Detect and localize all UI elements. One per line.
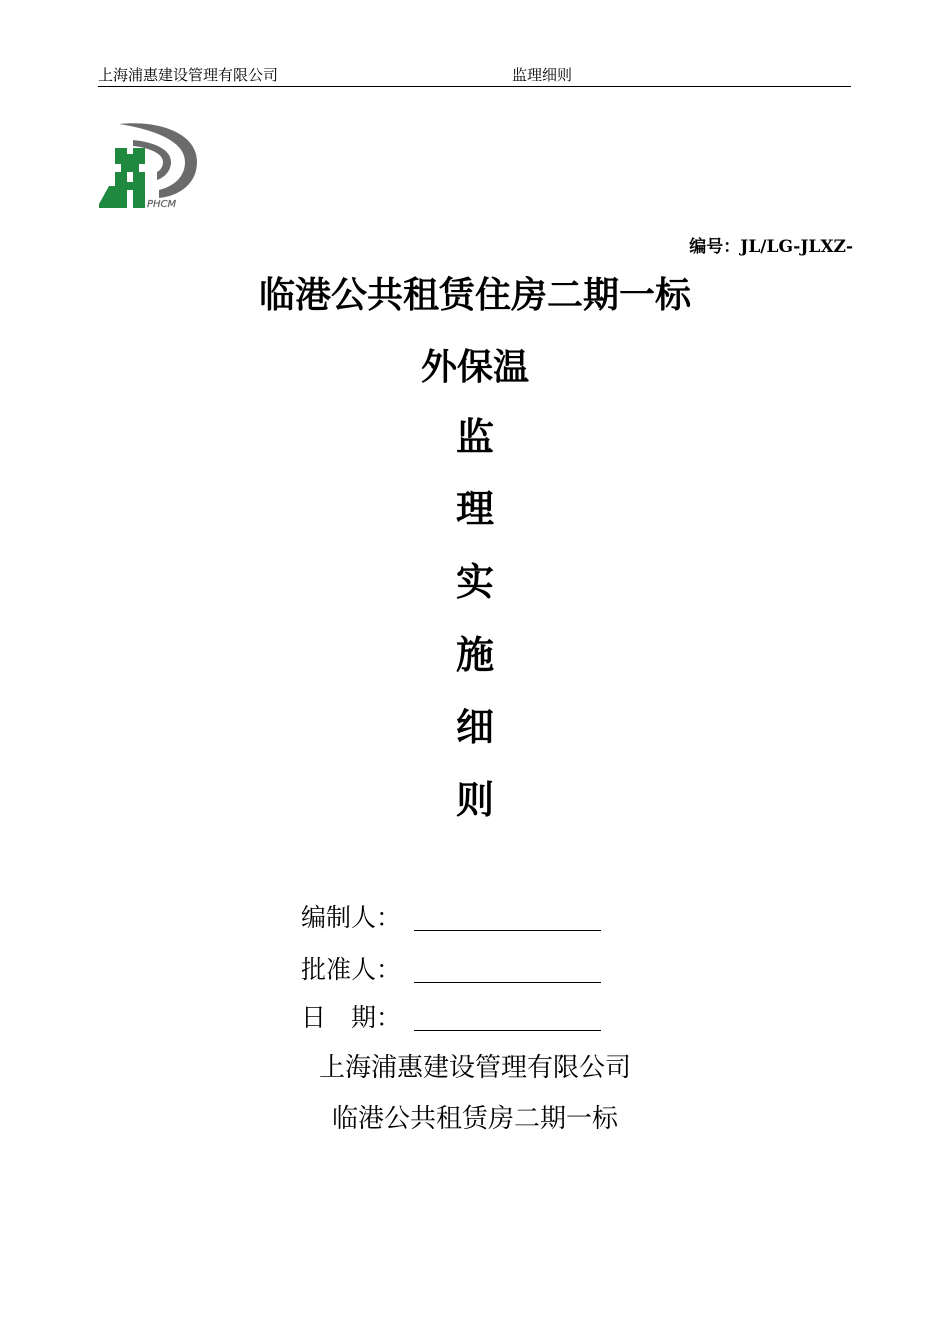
approver-row <box>301 953 401 987</box>
date-label: 日 期： <box>301 1003 402 1032</box>
vertical-title-char: 理 <box>455 486 494 531</box>
page-header <box>98 64 851 87</box>
vertical-title-char: 监 <box>455 414 494 459</box>
footer-company: 上海浦惠建设管理有限公司 <box>318 1053 631 1083</box>
compiler-label: 编制人： <box>301 903 402 932</box>
header-doc-type: 监理细则 <box>512 66 573 84</box>
phcm-logo-icon <box>97 120 203 212</box>
compiler-row <box>301 901 401 935</box>
document-number: 编号：JL/LG-JLXZ- <box>689 237 853 257</box>
date-row <box>301 1001 401 1035</box>
subject-title: 外保温 <box>420 346 529 388</box>
vertical-title-char: 细 <box>455 704 494 749</box>
approver-label: 批准人： <box>301 955 402 984</box>
date-signature-line <box>414 1030 601 1031</box>
logo-wordmark: PHCM <box>147 199 177 210</box>
vertical-title-char: 实 <box>455 559 494 604</box>
footer-project: 临港公共租赁房二期一标 <box>331 1104 618 1134</box>
company-logo <box>97 120 203 212</box>
compiler-signature-line <box>414 930 601 931</box>
vertical-title-char: 则 <box>455 777 494 822</box>
header-company: 上海浦惠建设管理有限公司 <box>98 66 279 84</box>
vertical-title-char: 施 <box>455 632 494 677</box>
project-title: 临港公共租赁住房二期一标 <box>258 274 691 316</box>
approver-signature-line <box>414 982 601 983</box>
